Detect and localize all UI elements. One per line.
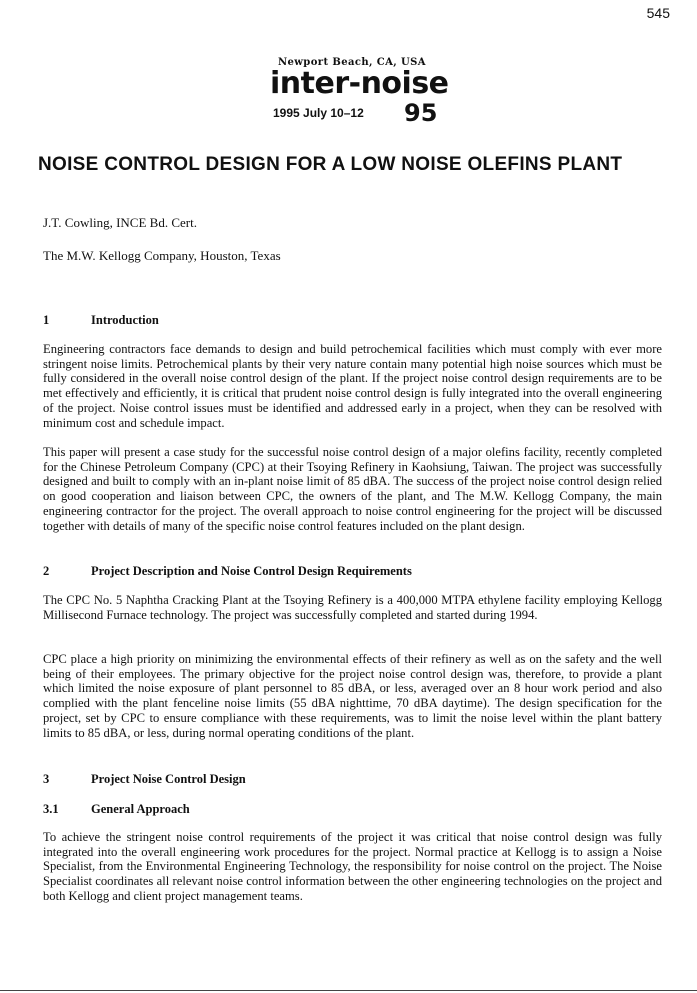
section-heading-3-1 xyxy=(43,802,190,817)
section-title: General Approach xyxy=(91,802,190,816)
paragraph-intro-2: This paper will present a case study for the successful noise control design of a major olefins facility, recently completed for the Chinese Petroleum Company (CPC) at their Tsoying Refinery in Kaohsiung, Taiwan. The project was successfully designed and built to comply with an in-plant noise limit of 85 dBA. The success of the project noise control design relied on good cooperation and liaison between CPC, the owners of the plant, and The M.W. Kellogg Company, the main engineering contractor for the project. The overall approach to noise control engineering for the project will be discussed together with details of many of the specific noise control features included on the plant design. xyxy=(43,445,662,533)
section-number: 1 xyxy=(43,313,50,327)
conference-dates: 1995 July 10–12 xyxy=(273,106,364,120)
section-heading-1 xyxy=(43,313,159,328)
paper-title: NOISE CONTROL DESIGN FOR A LOW NOISE OLEFINS PLANT xyxy=(38,154,623,175)
section-number: 3 xyxy=(43,772,50,786)
paragraph-intro-1: Engineering contractors face demands to design and build petrochemical facilities which must comply with ever more stringent noise limits. Petrochemical plants by their very nature contain many potential high noise sources which must be fully considered in the overall noise control design of the plant. If the project noise control design requirements are to be met effectively and efficiently, it is critical that prudent noise control design is fully integrated into the overall engineering of the project. Noise control issues must be identified and addressed early in a project, when they can be resolved with minimum cost and schedule impact. xyxy=(43,342,662,430)
paragraph-approach-1: To achieve the stringent noise control requirements of the project it was critical that noise control design was fully integrated into the overall engineering work procedures for the project. Normal practice at Kellogg is to assign a Noise Specialist, from the Environmental Engineering Technology, the responsibility for noise control on the project. The Noise Specialist coordinates all relevant noise control information between the other engineering technologies on the project and both Kellogg and client project management teams. xyxy=(43,830,662,903)
section-title: Introduction xyxy=(91,313,159,327)
section-number: 3.1 xyxy=(43,802,59,816)
page-bottom-rule xyxy=(0,990,697,991)
author-name: J.T. Cowling, INCE Bd. Cert. xyxy=(43,215,197,230)
author-affiliation: The M.W. Kellogg Company, Houston, Texas xyxy=(43,248,281,263)
section-number: 2 xyxy=(43,564,50,578)
section-heading-2 xyxy=(43,564,412,579)
section-heading-3 xyxy=(43,772,246,787)
section-title: Project Noise Control Design xyxy=(91,772,246,786)
page-number: 545 xyxy=(646,5,670,21)
conference-location: Newport Beach, CA, USA xyxy=(278,57,426,68)
conference-year: 95 xyxy=(404,99,438,127)
paragraph-project-1: The CPC No. 5 Naphtha Cracking Plant at the Tsoying Refinery is a 400,000 MTPA ethylene facility employing Kellogg Millisecond Furnace technology. The project was successfully completed and started during 1994. xyxy=(43,593,662,622)
section-title: Project Description and Noise Control Design Requirements xyxy=(91,564,412,578)
conference-logo: inter-noise xyxy=(270,66,449,101)
paragraph-project-2: CPC place a high priority on minimizing the environmental effects of their refinery as well as on the safety and the well being of their employees. The primary objective for the project noise control design was, therefore, to provide a plant which limited the noise exposure of plant personnel to 85 dBA, or less, averaged over an 8 hour work period and also complied with the plant fenceline noise limits (55 dBA nighttime, 70 dBA daytime). The design specification for the project, set by CPC to ensure compliance with these requirements, was to limit the noise level within the plant battery limits to 85 dBA, or less, during normal operating conditions of the plant. xyxy=(43,652,662,740)
